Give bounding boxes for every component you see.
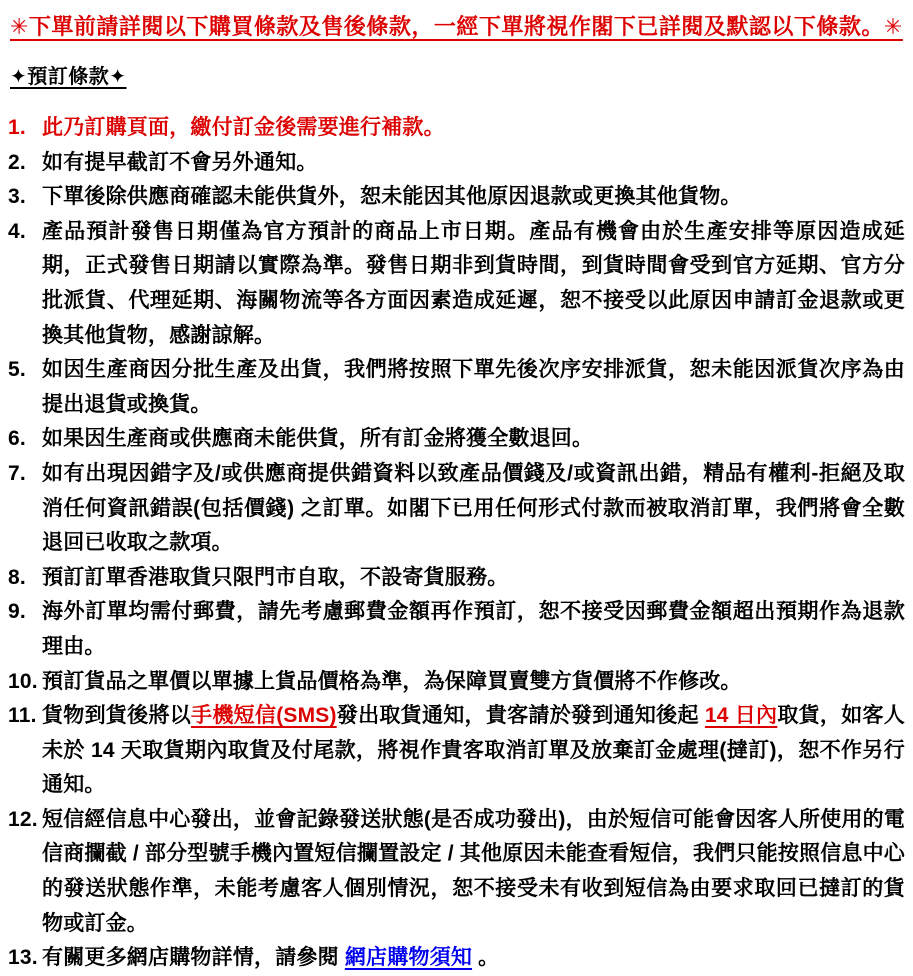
term-text [42,941,905,976]
term-segment: 預訂訂單香港取貨只限門市自取，不設寄貨服務。 [42,565,509,589]
term-number: 7. [8,461,26,485]
term-text [42,457,905,561]
term-text [42,665,905,700]
term-item [8,146,905,181]
terms-list [8,111,905,976]
term-segment: 貨物到貨後將以 [42,704,192,728]
term-item [8,457,905,561]
term-number: 3. [8,185,26,209]
term-item [8,422,905,457]
section-title-preorder-terms: ✦預訂條款✦ [10,66,127,88]
term-text [42,215,905,353]
term-number: 13. [8,946,38,970]
term-segment: 如果因生產商或供應商未能供貨，所有訂金將獲全數退回。 [42,427,594,451]
term-segment: 此乃訂購頁面，繳付訂金後需要進行補款。 [42,116,445,139]
term-item [8,215,905,353]
term-number: 1. [8,116,26,139]
term-item [8,561,905,596]
term-segment: 短信經信息中心發出，並會記錄發送狀態(是否成功發出)，由於短信可能會因客人所使用的電信商攔截 / 部分型號手機內置短信攔置設定 / 其他原因未能查看短信，我們只能按照信息中心的發送狀態作準，未能考慮客人個別情況，恕不接受未有收到短信為由要求取回已撻訂的貨物或訂金。 [42,807,906,935]
term-text [42,561,905,596]
pre-order-warning-header: ✳下單前請詳閱以下購買條款及售後條款，一經下單將視作閣下已詳閱及默認以下條款。✳ [10,14,903,39]
term-text [42,146,905,181]
term-segment: 發出取貨通知，貴客請於發到通知後起 [336,704,705,728]
term-number: 12. [8,807,38,831]
term-number: 9. [8,600,26,624]
term-number: 2. [8,150,26,174]
term-number: 10. [8,669,38,693]
term-number: 4. [8,219,26,243]
pickup-deadline-highlight: 14 日內 [704,704,778,728]
term-segment: 。 [472,946,500,970]
term-segment: 海外訂單均需付郵費，請先考慮郵費金額再作預訂，恕不接受因郵費金額超出預期作為退款理由。 [42,600,905,658]
term-item [8,180,905,215]
term-number: 6. [8,427,26,451]
term-item [8,941,905,976]
term-number: 11. [8,704,37,728]
store-shopping-guide-link[interactable]: 網店購物須知 [344,946,473,970]
term-text [42,180,905,215]
term-item [8,803,905,941]
term-segment: 如有出現因錯字及/或供應商提供錯資料以致產品價錢及/或資訊出錯，精品有權利-拒絕及取消任何資訊錯誤(包括價錢) 之訂單。如閣下已用任何形式付款而被取消訂單，我們將會全數退回已收取之款項。 [42,461,905,555]
term-item [8,665,905,700]
term-segment: 預訂貨品之單價以單據上貨品價格為準，為保障買賣雙方貨價將不作修改。 [42,669,742,693]
term-item [8,595,905,664]
term-number: 5. [8,358,26,382]
term-text [42,353,905,422]
term-item [8,699,905,803]
term-segment: 如因生產商因分批生產及出貨，我們將按照下單先後次序安排派貨，恕未能因派貨次序為由提出退貨或換貨。 [42,358,905,416]
sms-highlight: 手機短信(SMS) [191,704,337,728]
term-segment: 下單後除供應商確認未能供貨外，恕未能因其他原因退款或更換其他貨物。 [42,185,742,209]
term-segment: 取貨，如客人未於 14 天取貨期內取貨及付尾款，將視作貴客取消訂單及放棄訂金處理(撻訂)，恕不作另行通知。 [42,704,905,797]
term-text [42,699,905,803]
term-text [42,422,905,457]
term-item [8,353,905,422]
term-text [42,803,905,941]
term-segment: 有關更多網店購物詳情，請參閱 [42,946,345,970]
term-number: 8. [8,565,26,589]
term-segment: 如有提早截訂不會另外通知。 [42,150,318,174]
term-text [42,111,905,146]
term-item [8,111,905,146]
term-text [42,595,905,664]
term-segment: 產品預計發售日期僅為官方預計的商品上市日期。產品有機會由於生產安排等原因造成延期，正式發售日期請以實際為準。發售日期非到貨時間，到貨時間會受到官方延期、官方分批派貨、代理延期、海關物流等各方面因素造成延遲，恕不接受以此原因申請訂金退款或更換其他貨物，感謝諒解。 [42,219,905,347]
